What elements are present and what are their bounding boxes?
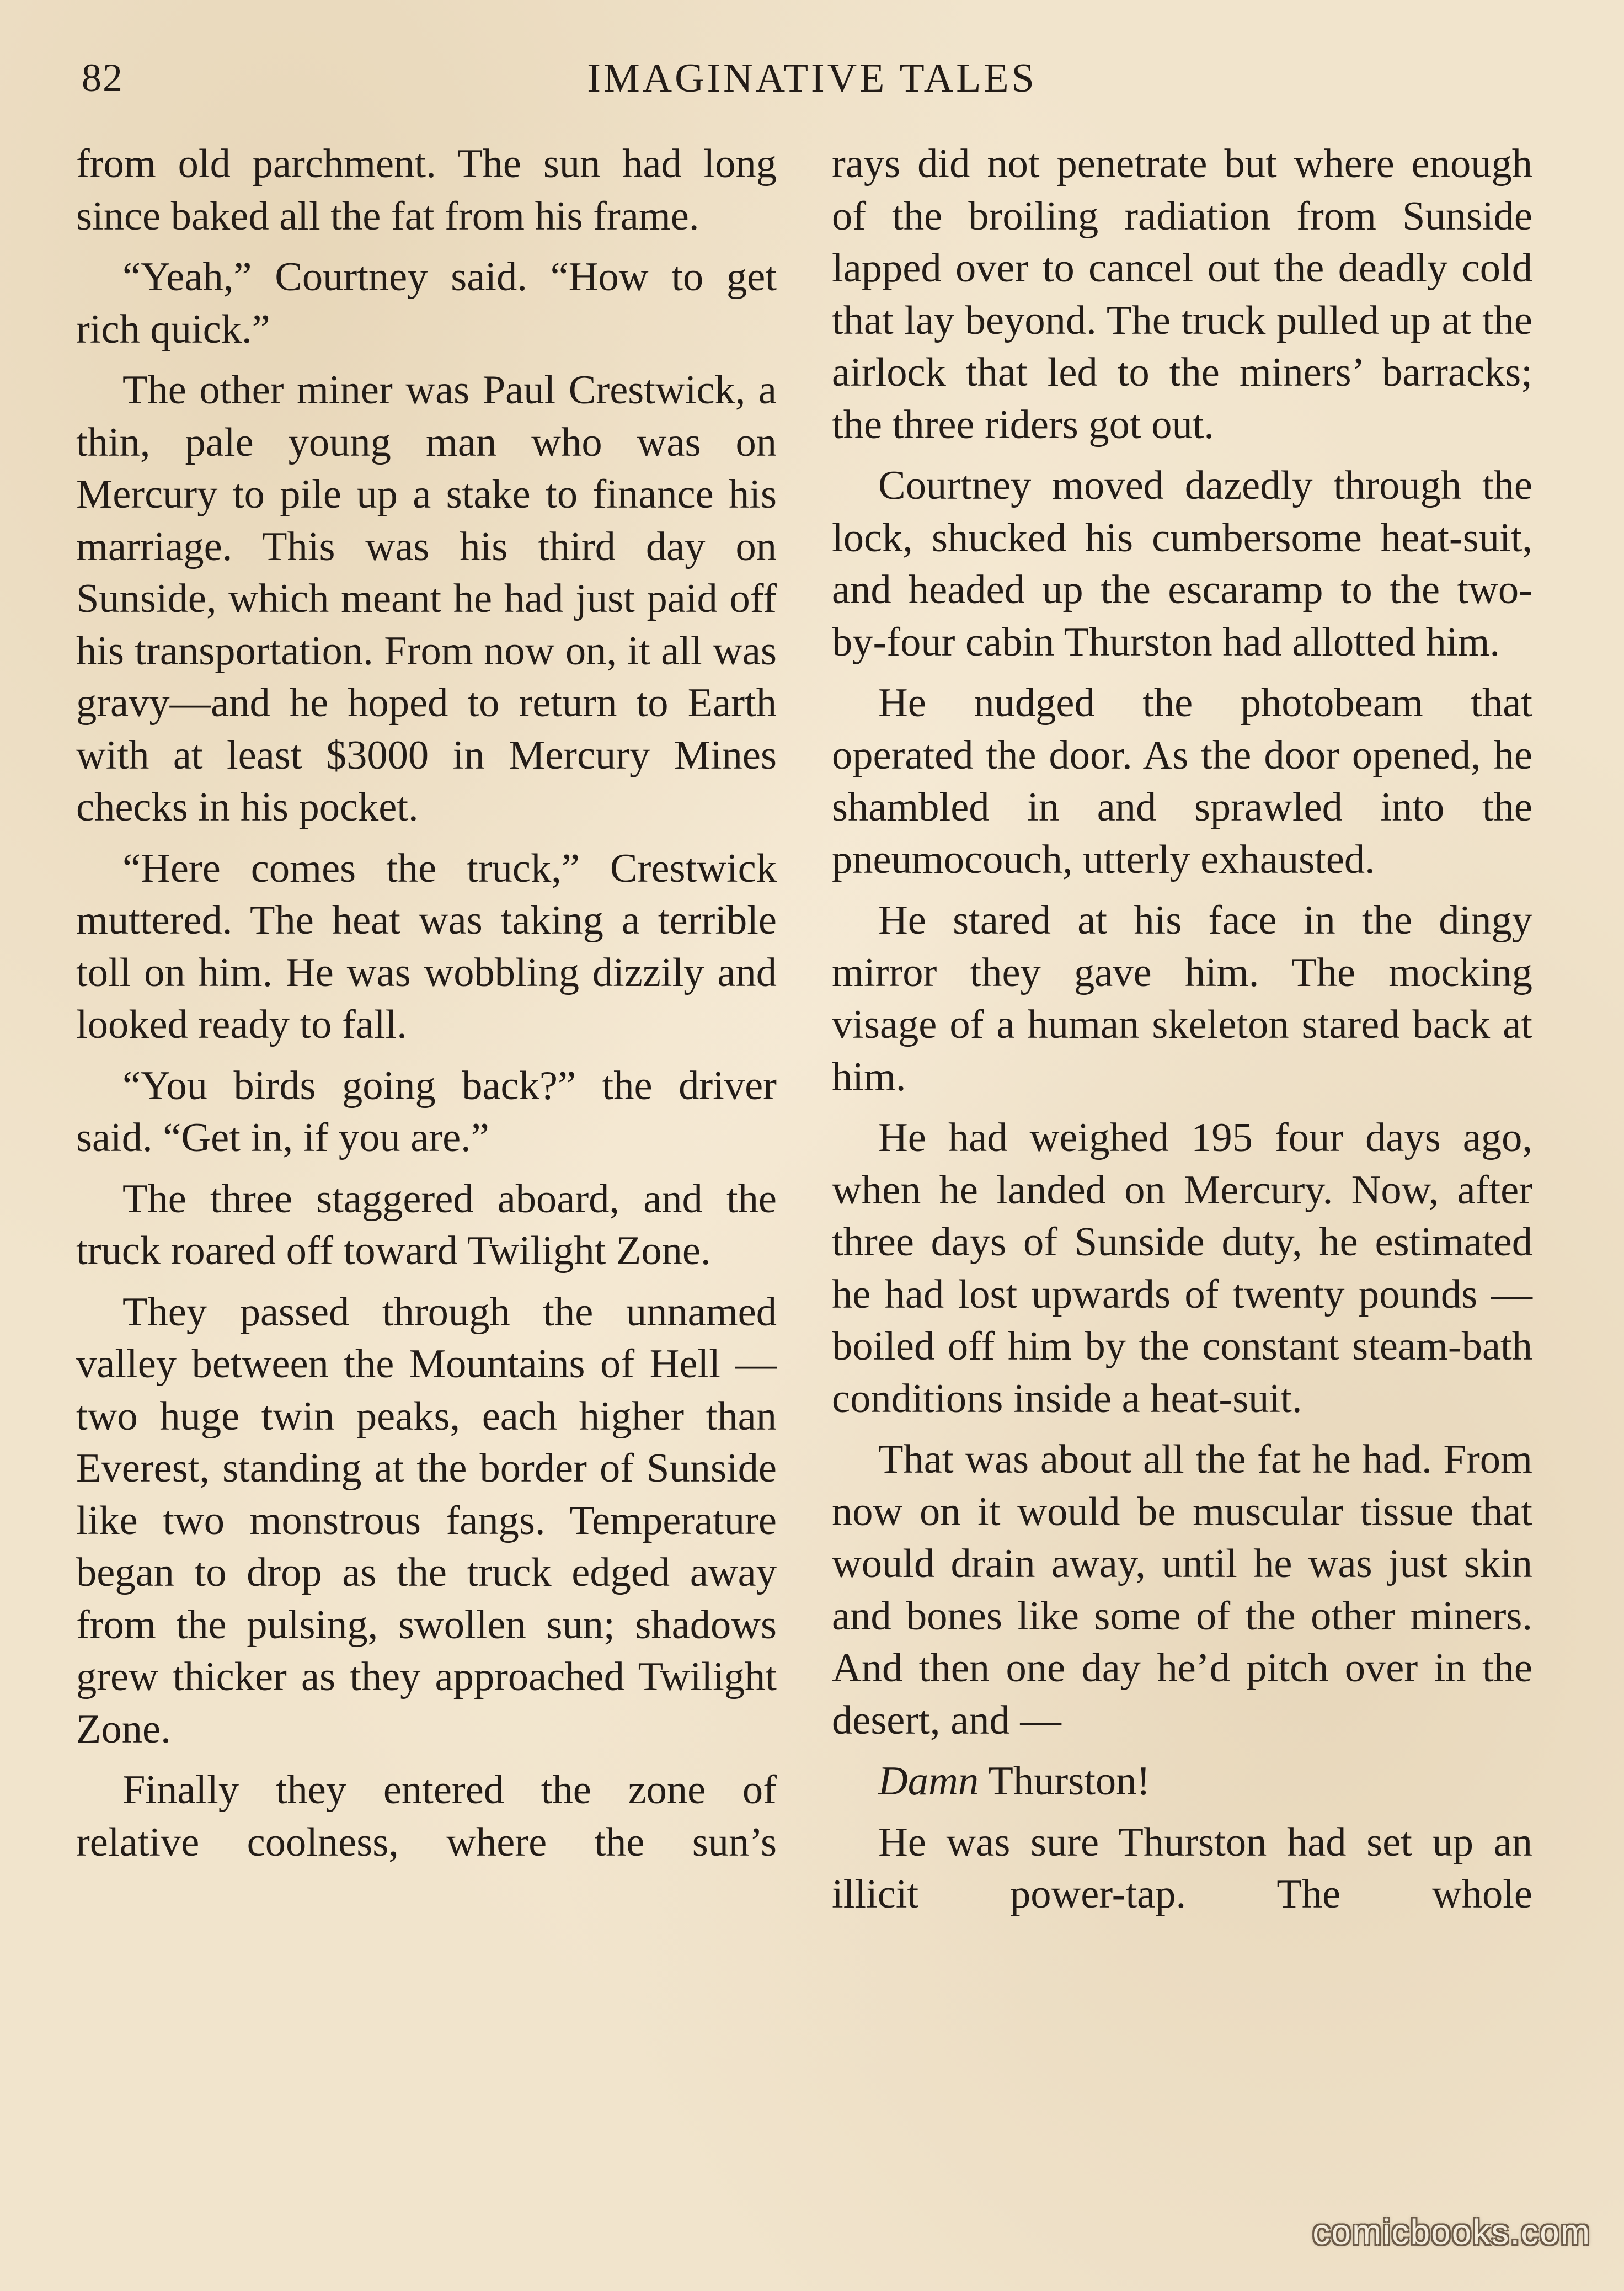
paragraph: rays did not penetrate but where enough of the broiling radiation from Sunside lapped over to cancel out the deadly cold that lay beyond. The truck pulled up at the airlock that led to the miners’ barracks; the three riders got out. bbox=[832, 141, 1532, 447]
paragraph: That was about all the fat he had. From now on it would be muscular tissue that would drain away, until he was just skin and bones like some of the other miners. And then one day he’d pitch over in the desert, and — bbox=[832, 1437, 1532, 1743]
paragraph: from old parchment. The sun had long since baked all the fat from his frame. bbox=[76, 141, 777, 239]
page-header bbox=[76, 55, 1548, 116]
paragraph-text: Thurston! bbox=[988, 1759, 1151, 1804]
watermark: comicbooks.com bbox=[1312, 2212, 1591, 2252]
paragraph: “Yeah,” Courtney said. “How to get rich quick.” bbox=[76, 254, 777, 352]
paragraph: He was sure Thurston had set up an illicit power-tap. The whole bbox=[832, 1819, 1532, 1917]
running-title: IMAGINATIVE TALES bbox=[587, 56, 1037, 101]
paragraph bbox=[832, 1755, 1532, 1808]
paragraph: The three staggered aboard, and the truck roared off toward Twilight Zone. bbox=[76, 1176, 777, 1274]
paragraph: The other miner was Paul Crestwick, a thin, pale young man who was on Mercury to pile up a stake to finance his marriage. This was his third day on Sunside, which meant he had just paid off his transportation. From now on, it all was gravy—and he hoped to return to Earth with at least $3000 in Mercury Mines checks in his pocket. bbox=[76, 367, 777, 830]
page-number: 82 bbox=[82, 56, 124, 100]
paragraph: They passed through the unnamed valley between the Mountains of Hell — two huge twin peaks, each higher than Everest, standing at the border of Sunside like two monstrous fangs. Temperature began to drop as the truck edged away from the pulsing, swollen sun; shadows grew thicker as they approached Twilight Zone. bbox=[76, 1289, 777, 1752]
paragraph: “Here comes the truck,” Crestwick muttered. The heat was taking a terrible toll on him. He was wobbling dizzily and looked ready to fall. bbox=[76, 845, 777, 1047]
paragraph: He had weighed 195 four days ago, when he landed on Mercury. Now, after three days of Sunside duty, he estimated he had lost upwards of twenty pounds — boiled off him by the constant steam-bath conditions inside a heat-suit. bbox=[832, 1115, 1532, 1421]
paragraph: Finally they entered the zone of relative coolness, where the sun’s bbox=[76, 1767, 777, 1865]
right-column bbox=[832, 138, 1532, 1930]
italic-emphasis: Damn bbox=[878, 1759, 979, 1804]
paragraph: “You birds going back?” the driver said. “Get in, if you are.” bbox=[76, 1063, 777, 1160]
paragraph: Courtney moved dazedly through the lock, shucked his cumbersome heat-suit, and headed up the escaramp to the two-by-four cabin Thurston had allotted him. bbox=[832, 463, 1532, 665]
paragraph: He nudged the photobeam that operated the door. As the door opened, he shambled in and sprawled into the pneumocouch, utterly exhausted. bbox=[832, 680, 1532, 882]
left-column bbox=[76, 138, 777, 1877]
paragraph: He stared at his face in the dingy mirror they gave him. The mocking visage of a human skeleton stared back at him. bbox=[832, 898, 1532, 1100]
